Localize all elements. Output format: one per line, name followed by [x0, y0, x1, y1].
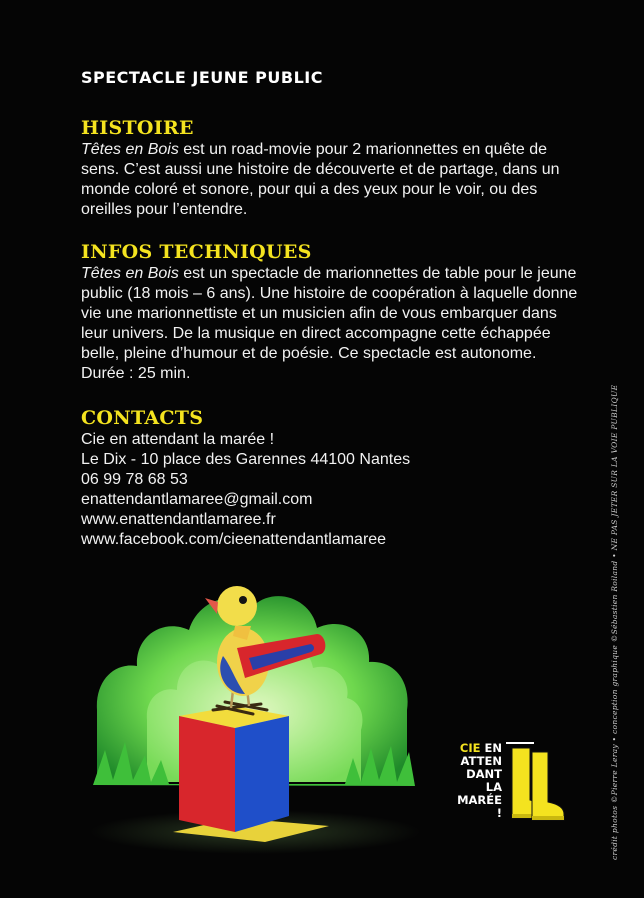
yellow-boots-icon: [504, 742, 570, 826]
infos-heading: INFOS TECHNIQUES: [81, 241, 312, 263]
section-infos: [81, 240, 581, 384]
contact-phone[interactable]: 06 99 78 68 53: [81, 471, 188, 488]
contact-address: Le Dix - 10 place des Garennes 44100 Nantes: [81, 451, 411, 468]
contacts-heading: CONTACTS: [81, 407, 204, 429]
logo-atten: ATTEN: [460, 754, 502, 768]
logo-cie: CIE: [459, 741, 481, 755]
cube-blue-face: [235, 716, 289, 832]
contact-website[interactable]: www.enattendantlamaree.fr: [81, 511, 276, 528]
logo-wordmark: [450, 742, 502, 820]
page-title: SPECTACLE JEUNE PUBLIC: [81, 68, 323, 87]
histoire-heading: HISTOIRE: [81, 117, 194, 139]
contact-email[interactable]: enattendantlamaree@gmail.com: [81, 491, 313, 508]
section-histoire: [81, 116, 581, 220]
section-contacts: [81, 406, 581, 550]
credits-text: crédit photos ©Pierre Leray • conception graphique ©Sébastien Roiland • NE PAS JETER SUR LA VOIE PUBLIQUE: [610, 384, 619, 860]
infos-title: Têtes en Bois: [81, 265, 179, 282]
histoire-title: Têtes en Bois: [81, 141, 179, 158]
bird-eye: [239, 596, 247, 604]
logo-la: LA: [485, 780, 502, 794]
logo-maree: MARÉE !: [457, 793, 502, 820]
infos-text: [81, 264, 581, 384]
puppet-scene-illustration: [85, 570, 420, 870]
infos-body: est un spectacle de marionnettes de table pour le jeune public (18 mois – 6 ans). Une histoire de coopération à laquelle donne vie une marionnettiste et un musicien afin de vous embarquer dans leur univers. De la musique en direct accompagne cette échappée belle, pleine d’humour et de poésie. Ce spectacle est autonome. Durée : 25 min.: [81, 265, 578, 382]
contact-company: Cie en attendant la marée !: [81, 431, 275, 448]
bird-head: [217, 586, 257, 626]
logo-en: EN: [484, 741, 502, 755]
histoire-text: [81, 140, 581, 220]
histoire-body: est un road-movie pour 2 marionnettes en quête de sens. C’est aussi une histoire de découverte et de partage, dans un monde coloré et sonore, pour qui a des yeux pour le voir, ou des oreilles pour l’entendre.: [81, 141, 560, 218]
cube-red-face: [179, 716, 235, 832]
logo-dant: DANT: [466, 767, 502, 781]
company-logo: [450, 742, 575, 828]
contact-facebook[interactable]: www.facebook.com/cieenattendantlamaree: [81, 531, 387, 548]
